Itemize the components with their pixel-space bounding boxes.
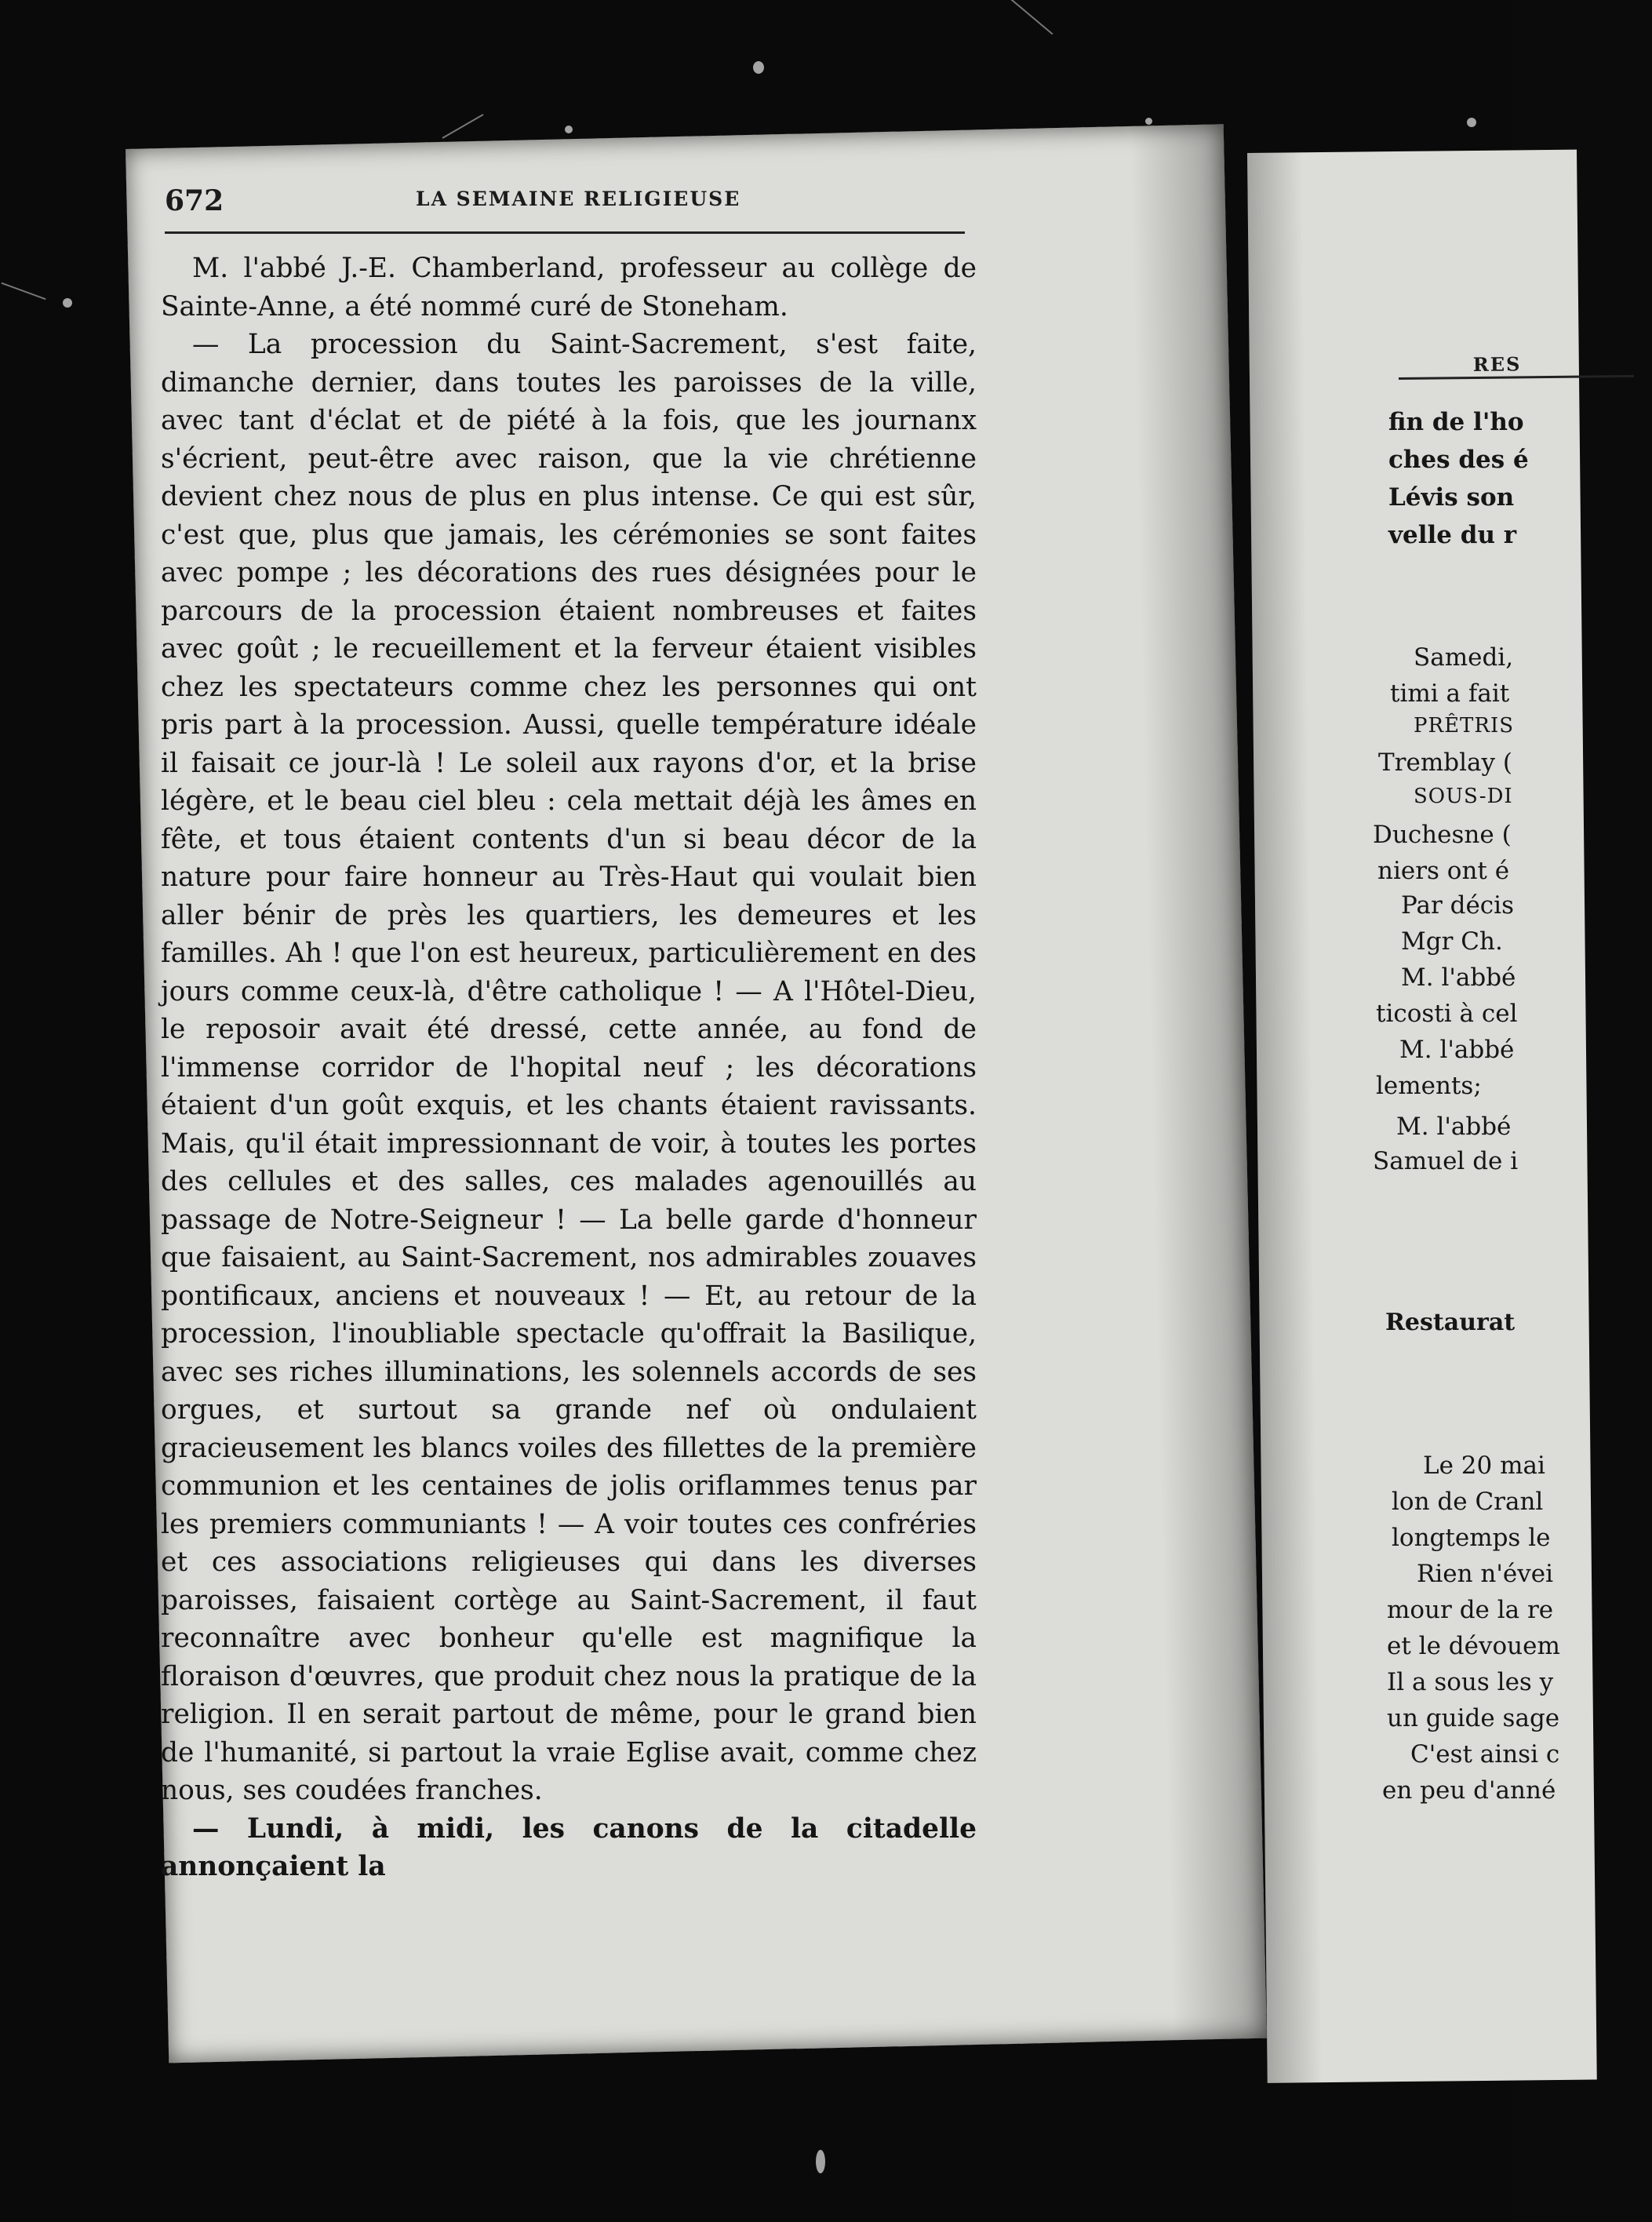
right-line: velle du r: [1388, 521, 1517, 549]
paragraph-procession: — La procession du Saint-Sacrement, s'est faite, dimanche dernier, dans toutes les paroisses de la ville, avec tant d'éclat et de piété à la fois, que les journanx s'écrient, peut-être avec raison, que la vie chrétienne devient chez nous de plus en plus intense. Ce qui est sûr, c'est que, plus que jamais, les cérémonies se sont faites avec pompe ; les décorations des rues désignées pour le parcours de la procession étaient nombreuses et faites avec goût ; le recueillement et la ferveur étaient visibles chez les spectateurs comme chez les personnes qui ont pris part à la procession. Aussi, quelle température idéale il faisait ce jour-là ! Le soleil aux rayons d'or, et la brise légère, et le beau ciel bleu : cela mettait déjà les âmes en fête, et tous étaient contents d'un si beau décor de la nature pour faire honneur au Très-Haut qui voulait bien aller bénir de près les quartiers, les demeures et les familles. Ah ! que l'on est heureux, particulièrement en des jours comme ceux-là, d'être catholique ! — A l'Hôtel-Dieu, le reposoir avait été dressé, cette année, au fond de l'immense corridor de l'hopital neuf ; les décorations étaient d'un goût exquis, et les chants étaient ravissants. Mais, qu'il était impressionnant de voir, à toutes les portes des cellules et des salles, ces malades agenouillés au passage de Notre-Seigneur ! — La belle garde d'honneur que faisaient, au Saint-Sacrement, nos admirables zouaves pontificaux, anciens et nouveaux ! — Et, au retour de la procession, l'inoubliable spectacle qu'offrait la Basilique, avec ses riches illuminations, les solennels accords de ses orgues, et surtout sa grande nef où ondulaient gracieusement les blancs voiles des fillettes de la première communion et les centaines de jolis oriflammes tenus par les premiers communiants ! — A voir toutes ces confréries et ces associations religieuses qui dans les diverses paroisses, faisaient cortège au Saint-Sacrement, il faut reconnaître avec bonheur qu'elle est magnifique la floraison d'œuvres, que produit chez nous la pratique de la religion. Il en serait partout de même, pour le grand bien de l'humanité, si partout la vraie Eglise avait, comme chez nous, ses coudées franches.: [161, 329, 977, 1806]
film-scratch: [442, 114, 484, 139]
right-line: mour de la re: [1387, 1596, 1554, 1624]
right-line: Samedi,: [1414, 643, 1514, 672]
right-line: un guide sage: [1387, 1704, 1560, 1732]
dust-speck: [63, 298, 72, 308]
film-scratch: [1010, 0, 1053, 35]
article-body: [161, 250, 977, 1886]
right-line: Duchesne (: [1373, 821, 1512, 849]
dust-speck: [1145, 118, 1152, 125]
right-line: et le dévouem: [1387, 1632, 1560, 1660]
right-line: PRÊTRIS: [1414, 714, 1515, 738]
right-line: Lévis son: [1388, 483, 1515, 512]
right-line: Le 20 mai: [1423, 1452, 1545, 1480]
right-section-heading: Restaurat: [1385, 1309, 1516, 1336]
right-line: Rien n'évei: [1417, 1560, 1554, 1588]
right-line: Par décis: [1401, 891, 1514, 920]
paragraph-lundi: — Lundi, à midi, les canons de la citadelle annonçaient la: [161, 1812, 977, 1882]
right-page-text: [1373, 0, 1560, 2222]
right-line: longtemps le: [1392, 1524, 1551, 1552]
dust-speck: [753, 61, 764, 74]
right-line: M. l'abbé: [1399, 1036, 1515, 1064]
right-line: en peu d'anné: [1382, 1776, 1556, 1805]
page-number: 672: [165, 184, 224, 217]
right-running-head: RES: [1472, 352, 1522, 376]
right-line: fin de l'ho: [1388, 408, 1524, 436]
right-line: C'est ainsi c: [1410, 1740, 1560, 1768]
running-head: LA SEMAINE RELIGIEUSE: [416, 188, 741, 210]
dust-speck: [565, 126, 573, 133]
right-line: niers ont é: [1377, 857, 1510, 885]
right-line: ches des é: [1388, 446, 1529, 474]
right-line: Tremblay (: [1378, 749, 1512, 777]
right-line: lon de Cranl: [1392, 1488, 1544, 1516]
right-line: Samuel de i: [1373, 1147, 1519, 1175]
right-line: M. l'abbé: [1401, 963, 1516, 992]
film-scratch: [1, 282, 45, 300]
right-line: Mgr Ch.: [1401, 927, 1503, 956]
right-line: timi a fait: [1390, 679, 1510, 708]
right-line: lements;: [1376, 1072, 1482, 1100]
right-line: ticosti à cel: [1376, 1000, 1518, 1028]
page-header: [165, 177, 957, 224]
header-rule: [165, 231, 965, 234]
paragraph-appointment: M. l'abbé J.-E. Chamberland, professeur au collège de Sainte-Anne, a été nommé curé de Stoneham.: [161, 253, 977, 322]
right-line: SOUS-DI: [1414, 785, 1513, 808]
right-line: M. l'abbé: [1396, 1113, 1512, 1141]
dust-speck: [816, 2150, 825, 2173]
right-line: Il a sous les y: [1387, 1668, 1554, 1696]
